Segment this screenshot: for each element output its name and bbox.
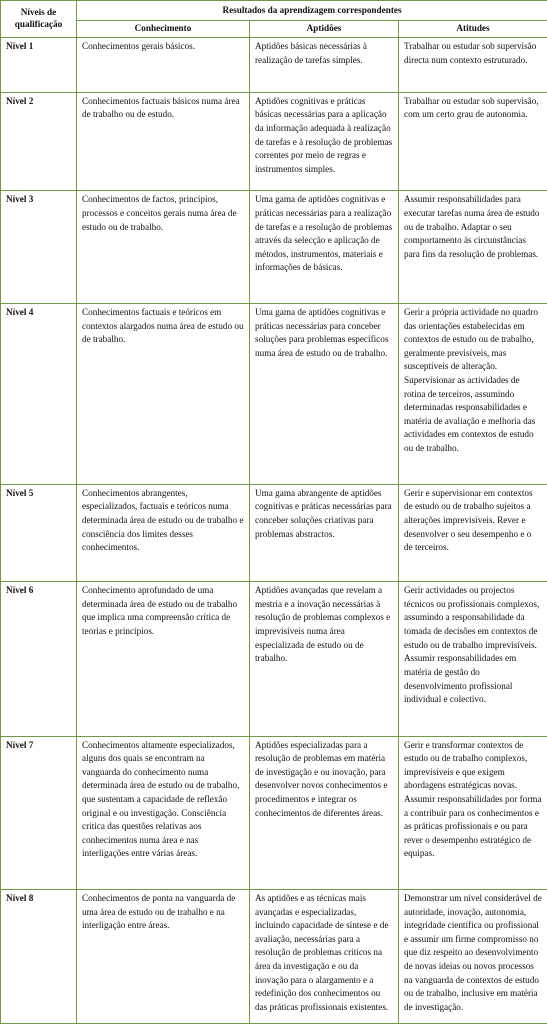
attitudes-cell: Trabalhar ou estudar sob supervisão, com um certo grau de autonomia. bbox=[399, 92, 547, 191]
attitudes-cell: Gerir e transformar contextos de estudo ou de trabalho complexos, imprevisíveis e que exigem abordagens estratégicas novas. Assumir responsabilidades por forma a contribuir para os conhecimentos e as práticas profissionais e ou para rever o desempenho estratégico de equipas. bbox=[399, 736, 547, 889]
skills-cell: Uma gama de aptidões cognitivas e práticas necessárias para conceber soluções para problemas específicos numa área de estudo ou de trabalho. bbox=[250, 304, 399, 485]
table-row-level-7 bbox=[1, 736, 547, 889]
level-label: Nível 3 bbox=[1, 191, 77, 304]
table-row-level-4 bbox=[1, 304, 547, 485]
skills-column-header: Aptidões bbox=[250, 21, 399, 38]
knowledge-cell: Conhecimentos factuais e teóricos em contextos alargados numa área de estudo ou de trabalho. bbox=[77, 304, 250, 485]
level-label: Nível 6 bbox=[1, 582, 77, 736]
level-label: Nível 2 bbox=[1, 92, 77, 191]
knowledge-cell: Conhecimentos altamente especializados, alguns dos quais se encontram na vanguarda do conhecimento numa determinada área de estudo ou de trabalho, que sustentam a capacidade de reflexão original e ou investigação. Consciência crítica das questões relativas aos conhecimentos numa área e nas interligações entre várias áreas. bbox=[77, 736, 250, 889]
knowledge-cell: Conhecimento aprofundado de uma determinada área de estudo ou de trabalho que implica uma compreensão crítica de teorias e princípios. bbox=[77, 582, 250, 736]
level-label: Nível 4 bbox=[1, 304, 77, 485]
learning-outcomes-header: Resultados da aprendizagem correspondentes bbox=[77, 1, 547, 21]
table-row-level-8 bbox=[1, 889, 547, 1023]
knowledge-cell: Conhecimentos gerais básicos. bbox=[77, 37, 250, 92]
skills-cell: Uma gama abrangente de aptidões cognitivas e práticas necessárias para conceber soluções criativas para problemas abstractos. bbox=[250, 484, 399, 581]
table-row-level-6 bbox=[1, 582, 547, 736]
attitudes-cell: Gerir a própria actividade no quadro das orientações estabelecidas em contextos de estudo ou de trabalho, geralmente previsíveis, mas susceptíveis de alteração. Supervisionar as actividades de rotina de terceiros, assumindo determinadas responsabilidades e matéria de avaliação e melhoria das actividades em contextos de estudo ou de trabalho. bbox=[399, 304, 547, 485]
skills-cell: Uma gama de aptidões cognitivas e práticas necessárias para a realização de tarefas e a resolução de problemas através da selecção e aplicação de métodos, instrumentos, materiais e informações de básicas. bbox=[250, 191, 399, 304]
knowledge-column-header: Conhecimento bbox=[77, 21, 250, 38]
table-row-level-5 bbox=[1, 484, 547, 581]
table-row-level-2 bbox=[1, 92, 547, 191]
knowledge-cell: Conhecimentos de ponta na vanguarda de uma área de estudo ou de trabalho e na interligação entre áreas. bbox=[77, 889, 250, 1023]
table-row-level-3 bbox=[1, 191, 547, 304]
skills-cell: Aptidões básicas necessárias à realização de tarefas simples. bbox=[250, 37, 399, 92]
skills-cell: Aptidões cognitivas e práticas básicas necessárias para a aplicação da informação adequada à realização de tarefas e à resolução de problemas correntes por meio de regras e instrumentos simples. bbox=[250, 92, 399, 191]
level-label: Nível 1 bbox=[1, 37, 77, 92]
attitudes-cell: Trabalhar ou estudar sob supervisão directa num contexto estruturado. bbox=[399, 37, 547, 92]
skills-cell: Aptidões especializadas para a resolução de problemas em matéria de investigação e ou inovação, para desenvolver novos conhecimentos e procedimentos e integrar os conhecimentos de diferentes áreas. bbox=[250, 736, 399, 889]
attitudes-cell: Demonstrar um nível considerável de autoridade, inovação, autonomia, integridade científica ou profissional e assumir um firme compromisso no que diz respeito ao desenvolvimento de novas ideias ou novos processos na vanguarda de contextos de estudo ou de trabalho, inclusive em matéria de investigação. bbox=[399, 889, 547, 1023]
levels-column-header: Níveis de qualificação bbox=[1, 1, 77, 38]
attitudes-cell: Assumir responsabilidades para executar tarefas numa área de estudo ou de trabalho. Adaptar o seu comportamento às circunstâncias para fins da resolução de problemas. bbox=[399, 191, 547, 304]
level-label: Nível 5 bbox=[1, 484, 77, 581]
knowledge-cell: Conhecimentos de factos, princípios, processos e conceitos gerais numa área de estudo ou de trabalho. bbox=[77, 191, 250, 304]
skills-cell: Aptidões avançadas que revelam a mestria e a inovação necessárias à resolução de problemas complexos e imprevisíveis numa área especializada de estudo ou de trabalho. bbox=[250, 582, 399, 736]
skills-cell: As aptidões e as técnicas mais avançadas e especializadas, incluindo capacidade de síntese e de avaliação, necessárias para a resolução de problemas críticos na área da investigação e ou da inovação para o alargamento e a redefinição dos conhecimentos ou das práticas profissionais existentes. bbox=[250, 889, 399, 1023]
table-row-level-1 bbox=[1, 37, 547, 92]
level-label: Nível 8 bbox=[1, 889, 77, 1023]
knowledge-cell: Conhecimentos factuais básicos numa área de trabalho ou de estudo. bbox=[77, 92, 250, 191]
attitudes-column-header: Atitudes bbox=[399, 21, 547, 38]
knowledge-cell: Conhecimentos abrangentes, especializados, factuais e teóricos numa determinada área de estudo ou de trabalho e consciência dos limites desses conhecimentos. bbox=[77, 484, 250, 581]
attitudes-cell: Gerir actividades ou projectos técnicos ou profissionais complexos, assumindo a responsabilidade da tomada de decisões em contextos de estudo ou de trabalho imprevisíveis. Assumir responsabilidades em matéria de gestão do desenvolvimento profissional individual e colectivo. bbox=[399, 582, 547, 736]
attitudes-cell: Gerir e supervisionar em contextos de estudo ou de trabalho sujeitos a alterações imprevisíveis. Rever e desenvolver o seu desempenho e o de terceiros. bbox=[399, 484, 547, 581]
level-label: Nível 7 bbox=[1, 736, 77, 889]
